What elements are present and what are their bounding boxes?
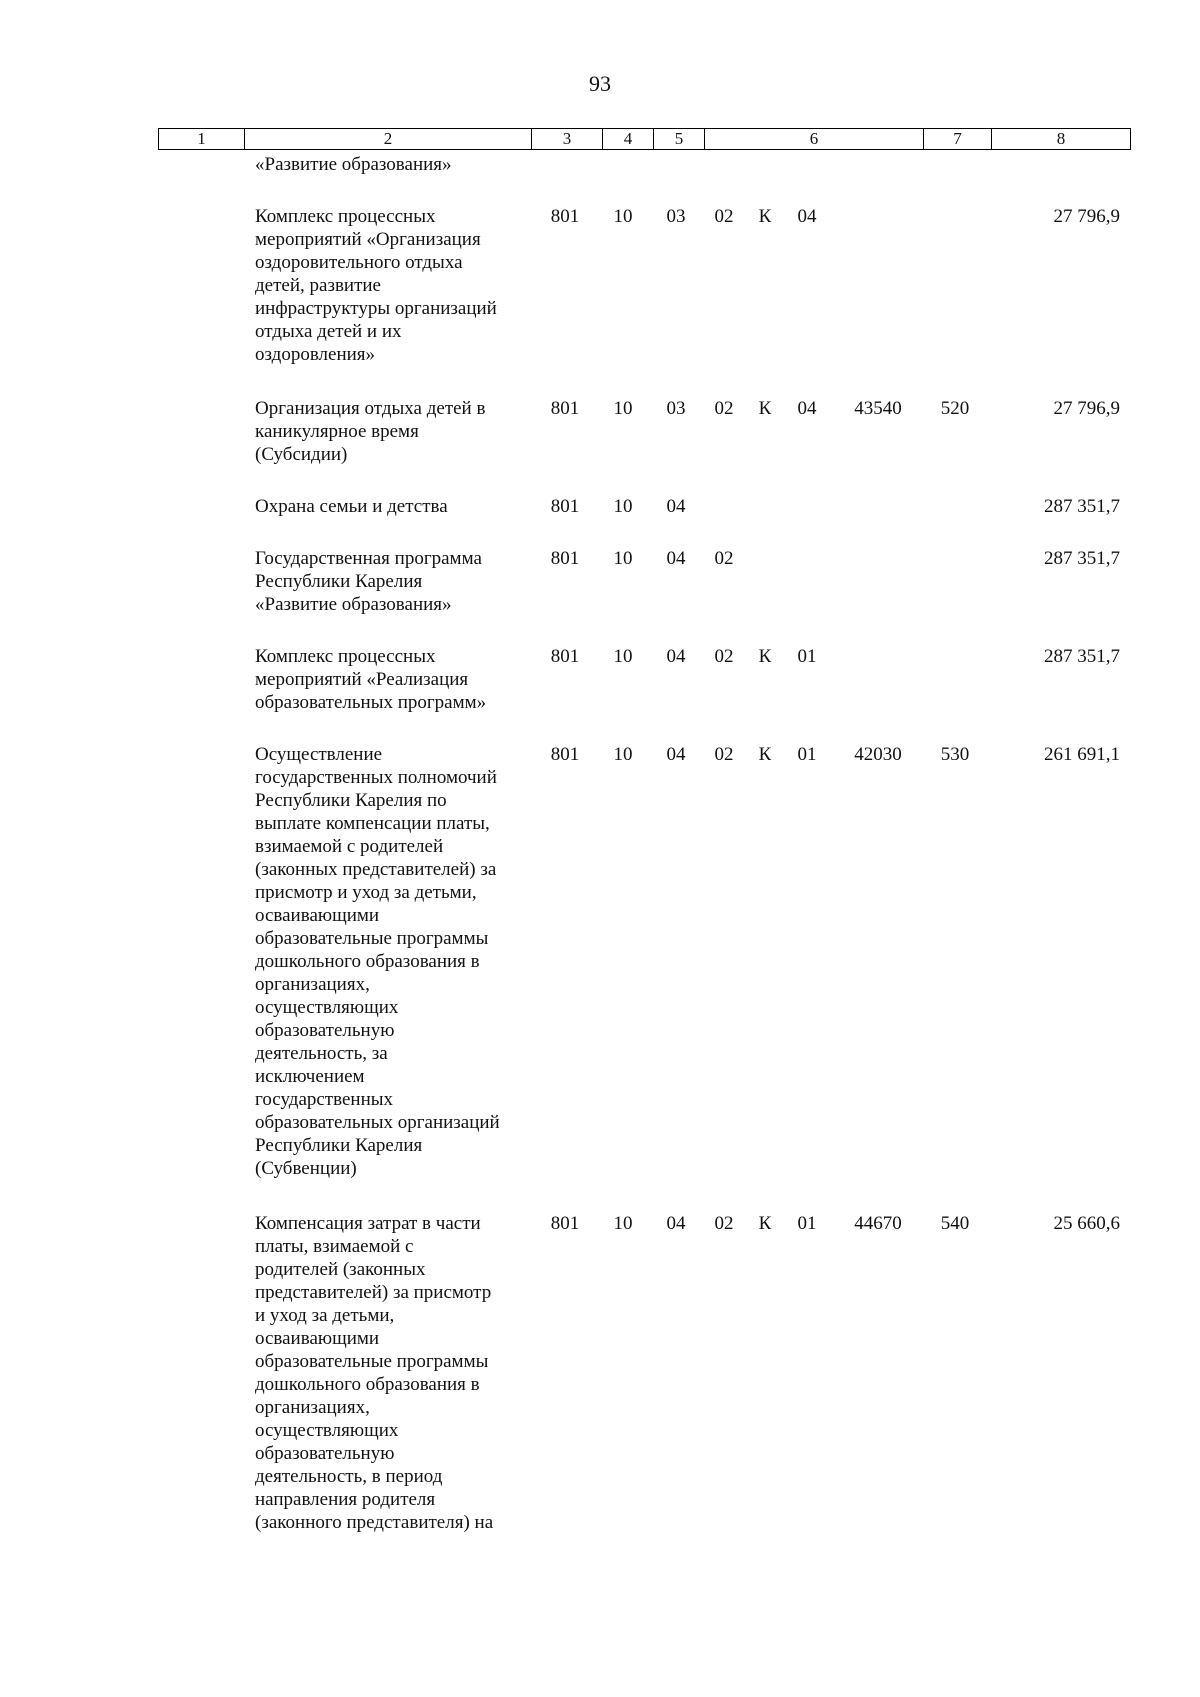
col6-direction: 43540 [854, 398, 902, 419]
col8-amount: 287 351,7 [1044, 496, 1120, 517]
col4-value: 10 [613, 1213, 633, 1234]
col6-program: 02 [714, 744, 734, 765]
col3-value: 801 [550, 548, 580, 569]
col5-value: 04 [666, 496, 686, 517]
row-name: Компенсация затрат в части платы, взимаемой с родителей (законных представителей) за присмотр и уход за детьми, осваивающими образовательные программы дошкольного образования в организациях, осуществляющих образовательную деятельность, в период направления родителя (законного представителя) на [255, 1213, 494, 1533]
col3-value: 801 [550, 646, 580, 667]
header-col-8: 8 [1056, 129, 1066, 148]
col6-direction: 44670 [854, 1213, 902, 1234]
col6-type: К [758, 398, 772, 419]
header-col-6: 6 [705, 129, 924, 149]
row-name: Государственная программа Республики Карелия «Развитие образования» [255, 548, 482, 615]
row-name: Осуществление государственных полномочий Республики Карелия по выплате компенсации платы, взимаемой с родителей (законных представителей) за присмотр и уход за детьми, осваивающими образовательные программы дошкольного образования в организациях, осуществляющих образовательную деятельность, за исключением государственных образовательных организаций Республики Карелия (Субвенции) [255, 744, 500, 1179]
col5-value: 04 [666, 646, 686, 667]
col6-program: 02 [714, 548, 734, 569]
header-col-3: 3 [532, 129, 603, 149]
col4-value: 10 [613, 206, 633, 227]
col7-value: 520 [940, 398, 970, 419]
col4-value: 10 [613, 398, 633, 419]
header-col-7: 7 [924, 129, 992, 149]
col6-sub: 01 [797, 646, 817, 667]
row-name: Организация отдыха детей в каникулярное время (Субсидии) [255, 398, 486, 465]
col6-sub: 04 [797, 206, 817, 227]
col5-value: 03 [666, 398, 686, 419]
col6-type: К [758, 1213, 772, 1234]
continuation-text: «Развитие образования» [255, 154, 452, 175]
col5-value: 04 [666, 548, 686, 569]
col4-value: 10 [613, 744, 633, 765]
col8-amount: 27 796,9 [1053, 206, 1120, 227]
header-col-2: 2 [245, 129, 532, 149]
header-col-4: 4 [603, 129, 654, 149]
col6-program: 02 [714, 646, 734, 667]
page-number: 93 [589, 71, 611, 96]
col4-value: 10 [613, 548, 633, 569]
header-col-1: 1 [159, 129, 245, 149]
col8-amount: 261 691,1 [1044, 744, 1120, 765]
col6-program: 02 [714, 1213, 734, 1234]
col6-type: К [758, 744, 772, 765]
col8-amount: 287 351,7 [1044, 548, 1120, 569]
col7-value: 540 [940, 1213, 970, 1234]
col6-program: 02 [714, 398, 734, 419]
row-name: Комплекс процессных мероприятий «Организация оздоровительного отдыха детей, развитие инфраструктуры организаций отдыха детей и их оздоровления» [255, 206, 497, 365]
col7-value: 530 [940, 744, 970, 765]
col6-type: К [758, 206, 772, 227]
table-header [158, 128, 1131, 150]
col3-value: 801 [550, 398, 580, 419]
row-name: Охрана семьи и детства [255, 496, 448, 517]
col6-type: К [758, 646, 772, 667]
row-name: Комплекс процессных мероприятий «Реализация образовательных программ» [255, 646, 487, 713]
col3-value: 801 [550, 744, 580, 765]
col8-amount: 287 351,7 [1044, 646, 1120, 667]
col3-value: 801 [550, 206, 580, 227]
col4-value: 10 [613, 496, 633, 517]
col5-value: 04 [666, 1213, 686, 1234]
col6-sub: 04 [797, 398, 817, 419]
col6-sub: 01 [797, 744, 817, 765]
col5-value: 04 [666, 744, 686, 765]
col8-amount: 27 796,9 [1053, 398, 1120, 419]
col6-sub: 01 [797, 1213, 817, 1234]
col6-program: 02 [714, 206, 734, 227]
col3-value: 801 [550, 1213, 580, 1234]
col8-amount: 25 660,6 [1053, 1213, 1120, 1234]
col6-direction: 42030 [854, 744, 902, 765]
col4-value: 10 [613, 646, 633, 667]
col3-value: 801 [550, 496, 580, 517]
header-col-5: 5 [654, 129, 705, 149]
col5-value: 03 [666, 206, 686, 227]
